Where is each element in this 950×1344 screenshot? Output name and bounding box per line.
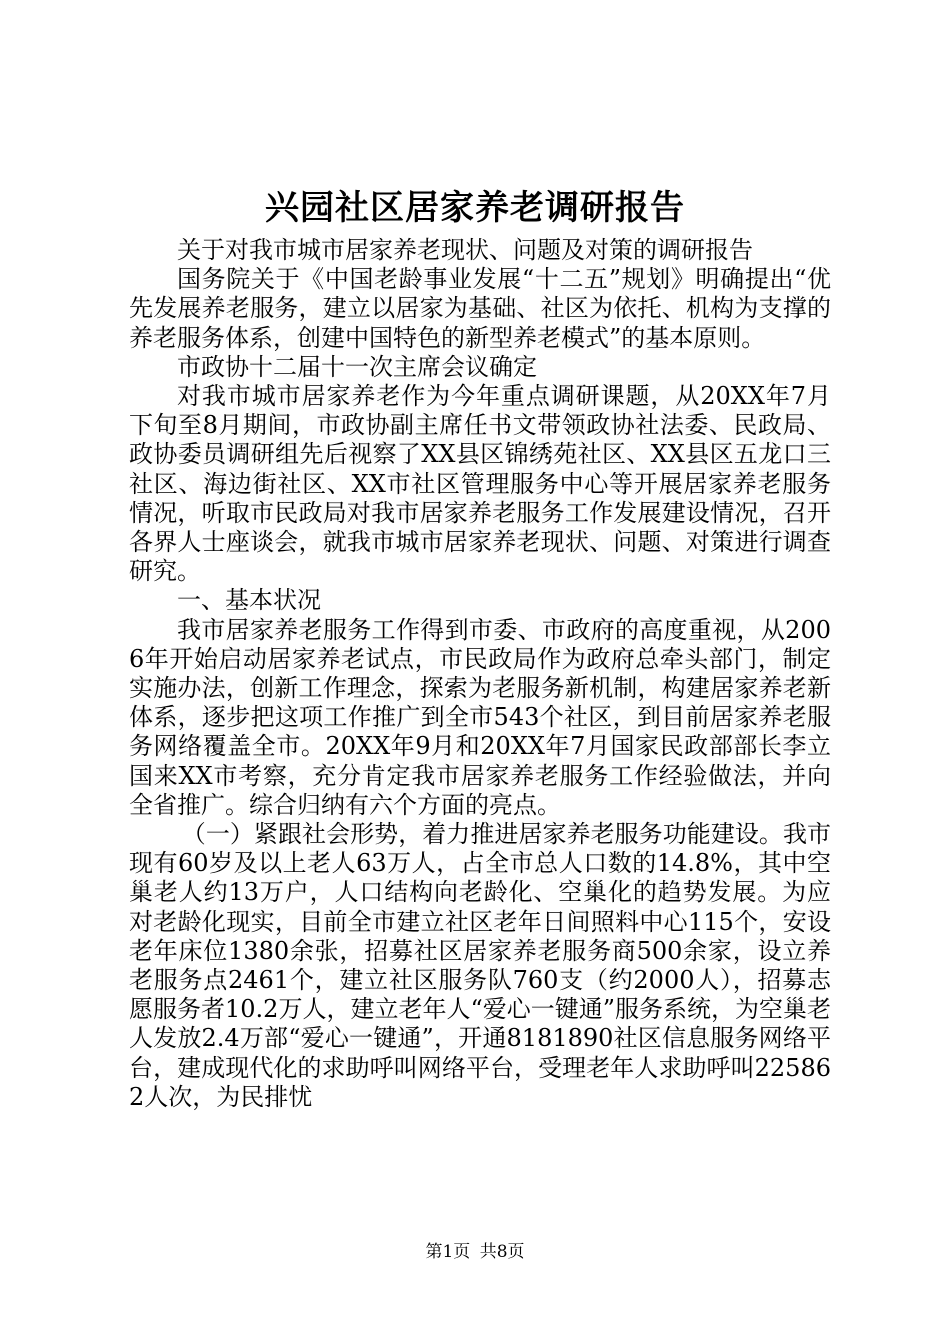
document-body bbox=[129, 236, 831, 1112]
page-footer bbox=[0, 1240, 950, 1264]
document-title: 兴园社区居家养老调研报告 bbox=[265, 188, 685, 228]
paragraph-basic-status: 我市居家养老服务工作得到市委、市政府的高度重视，从2006年开始启动居家养老试点，市民政局作为政府总牵头部门，制定实施办法，创新工作理念，探索为老服务新机制，构建居家养老新体系，逐步把这项工作推广到全市543个社区，到目前居家养老服务网络覆盖全市。20XX年9月和20XX年7月国家民政部部长李立国来XX市考察，充分肯定我市居家养老服务工作经验做法，并向全省推广。综合归纳有六个方面的亮点。 bbox=[129, 615, 831, 819]
page-total: 共8页 bbox=[479, 1242, 525, 1262]
paragraph-research: 对我市城市居家养老作为今年重点调研课题，从20XX年7月下旬至8月期间，市政协副主席任书文带领政协社法委、民政局、政协委员调研组先后视察了XX县区锦绣苑社区、XX县区五龙口三社区、海边街社区、XX市社区管理服务中心等开展居家养老服务情况，听取市民政局对我市居家养老服务工作发展建设情况，召开各界人士座谈会，就我市城市居家养老现状、问题、对策进行调查研究。 bbox=[129, 382, 831, 586]
page-number: 第1页 bbox=[425, 1242, 471, 1262]
paragraph-section-one: （一）紧跟社会形势，着力推进居家养老服务功能建设。我市现有60岁及以上老人63万人，占全市总人口数的14.8%，其中空巢老人约13万户，人口结构向老龄化、空巢化的趋势发展。为应对老龄化现实，目前全市建立社区老年日间照料中心115个，安设老年床位1380余张，招募社区居家养老服务商500余家，设立养老服务点2461个，建立社区服务队760支（约2000人），招募志愿服务者10.2万人，建立老年人“爱心一键通”服务系统，为空巢老人发放2.4万部“爱心一键通”，开通8181890社区信息服务网络平台，建成现代化的求助呼叫网络平台，受理老年人求助呼叫225862人次，为民排忧 bbox=[129, 820, 831, 1111]
paragraph-subtitle: 关于对我市城市居家养老现状、问题及对策的调研报告 bbox=[177, 236, 753, 264]
paragraph-meeting: 市政协十二届十一次主席会议确定 bbox=[177, 352, 537, 381]
section-heading-basic-status: 一、基本状况 bbox=[177, 586, 321, 615]
paragraph-policy: 国务院关于《中国老龄事业发展“十二五”规划》明确提出“优先发展养老服务，建立以居家为基础、社区为依托、机构为支撑的养老服务体系，创建中国特色的新型养老模式”的基本原则。 bbox=[129, 265, 831, 352]
